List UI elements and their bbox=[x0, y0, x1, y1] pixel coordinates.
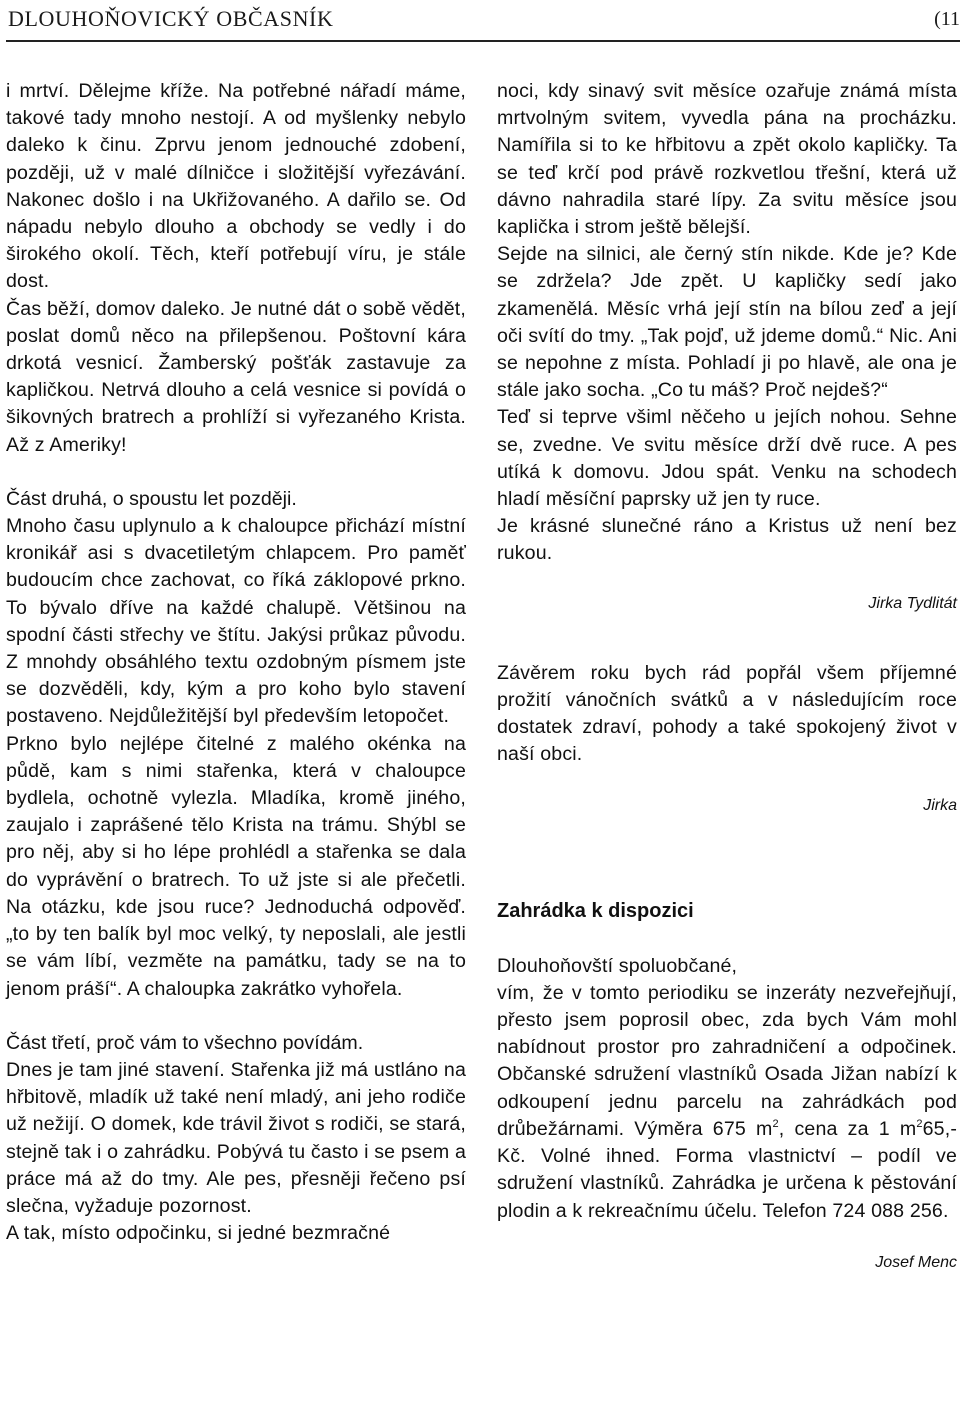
author-signature: Jirka Tydlitát bbox=[868, 594, 957, 612]
paragraph-spacer bbox=[497, 616, 957, 660]
author-signature: Josef Menc bbox=[875, 1253, 957, 1271]
superscript: 2 bbox=[772, 1117, 779, 1130]
header-divider bbox=[6, 40, 960, 42]
story-paragraph: A tak, místo odpočinku, si jedné bezmračné bbox=[6, 1222, 391, 1245]
superscript: 2 bbox=[916, 1117, 923, 1130]
section-heading-part3: Část třetí, proč vám to všechno povídám. bbox=[6, 1031, 364, 1054]
newsletter-title: DLOUHOŇOVICKÝ OBČASNÍK bbox=[8, 6, 334, 31]
author-signature: Jirka bbox=[923, 797, 957, 815]
left-column bbox=[6, 78, 466, 1247]
page-number: (11 bbox=[934, 8, 960, 30]
paragraph-spacer bbox=[497, 818, 957, 898]
story-paragraph: Dnes je tam jiné stavení. Stařenka již má ustláno na hřbitově, mladík už také není mladý, ani jeho rodiče už nežijí. O domek, kde trávil život s rodiči, se stará, stejně tak i o zahrádku. Pobývá tu často i se psem a práce má až do tmy. Ale pes, přesněji řečeno psí slečna, vyžaduje pozornost. bbox=[6, 1058, 466, 1217]
story-paragraph: Čas běží, domov daleko. Je nutné dát o sobě vědět, poslat domů něco na přilepšenou. Poštovní kára drkotá vesnicí. Žamberský pošťák zastavuje za kapličkou. Netrvá dlouho a celá vesnice si povídá o šikovných bratrech a prohlíží si vyřezaného Krista. Až z Ameriky! bbox=[6, 297, 466, 456]
story-paragraph: Sejde na silnici, ale černý stín nikde. Kde je? Kde se zdržela? Jde zpět. U kapličky sedí jako zkamenělá. Měsíc vrhá její stín na bílou zeď a její oči svítí do tmy. „Tak pojď, už jdeme domů.“ Nic. Ani se nepohne z místa. Pohladí ji po hlavě, ale ona je stále jako socha. „Co tu máš? Proč nejdeš?“ bbox=[497, 243, 957, 402]
ad-text: vím, že v tomto periodiku se inzeráty nezveřejňují, přesto jsem poprosil obec, zda bych Vám mohl nabídnout prostor pro zahradničení a odpočinek. Občanské sdružení vlastníků Osada Jižan nabízí k odkoupení jednu parcelu na zahrádkách pod drůbežárnami. Výměra 675 m bbox=[497, 981, 957, 1140]
story-paragraph: Je krásné slunečné ráno a Kristus už není bez rukou. bbox=[497, 515, 957, 565]
paragraph-spacer bbox=[497, 568, 957, 592]
right-column bbox=[497, 78, 957, 1275]
story-paragraph: i mrtví. Dělejme kříže. Na potřebné nářadí máme, takové tady mnoho nestojí. A od myšlenky nebylo daleko k činu. Zprvu jenom jednouché zdobení, později, už v malé dílničce i složitější vyřezávání. Nakonec došlo i na Ukřižovaného. A dařilo se. Od nápadu nebylo dlouho a obchody se vedly i do širokého okolí. Těch, kteří potřebují víru, je stále dost. bbox=[6, 80, 466, 293]
story-paragraph: Teď si teprve všiml něčeho u jejích nohou. Sehne se, zvedne. Ve svitu měsíce drží dvě ruce. A pes utíká k domovu. Jdou spát. Venku na schodech hladí měsíční paprsky už jen ty ruce. bbox=[497, 406, 957, 511]
ad-paragraph bbox=[497, 980, 957, 1225]
story-paragraph: Prkno bylo nejlépe čitelné z malého okénka na půdě, kam s nimi stařenka, která v chaloupce bydlela, ochotně vylezla. Mladíka, kromě jiného, zaujalo i zaprášené tělo Krista na trámu. Shýbl se pro něj, aby si ho lépe prohlédl a stařenka se dala do vyprávění o bratrech. To už jste si ale přečetli. Na otázku, kde jsou ruce? Jednoduchá odpověď. „to by ten balík byl moc velký, ty neposlali, ale jestli se vám líbí, vezměte na památku, tady se na to jenom práší“. A chaloupka zakrátko vyhořela. bbox=[6, 732, 466, 1000]
paragraph-spacer bbox=[497, 926, 957, 953]
newsletter-header bbox=[6, 0, 960, 44]
ad-heading: Zahrádka k dispozici bbox=[497, 900, 694, 923]
story-paragraph: noci, kdy sinavý svit měsíce ozařuje známá místa mrtvolným svitem, vyvedla pána na procházku. Namířila si to ke hřbitovu a zpět okolo kapličky. Ta se teď krčí pod právě rozkvetlou třešní, která už dávno nahradila staré lípy. Za svitu měsíce jsou kaplička i strom ještě bělejší. bbox=[497, 80, 957, 239]
story-paragraph: Mnoho času uplynulo a k chaloupce přichází místní kronikář asi s dvacetiletým chlapcem. Pro paměť budoucím chce zachovat, co říká záklopové prkno. To bývalo dříve na každé chalupě. Většinou na spodní části střechy ve štítu. Jakýsi průkaz původu. Z mnohdy obsáhlého textu ozdobným písmem jste se dozvěděli, kdy, kým a pro koho bylo stavení postaveno. Nejdůležitější byl především letopočet. bbox=[6, 515, 466, 728]
section-heading-part2: Část druhá, o spoustu let později. bbox=[6, 487, 297, 510]
ad-text: 65,- Kč. Volné ihned. Forma vlastnictví – podíl ve sdružení vlastníků. Zahrádka je určena k pěstování plodin a k rekreačnímu účelu. Telefon 724 088 256. bbox=[497, 1117, 957, 1222]
greeting-paragraph: Závěrem roku bych rád popřál všem příjemné prožití vánočních svátků a v následujícím roce dostatek zdraví, pohody a také spokojený život v naší obci. bbox=[497, 661, 957, 766]
paragraph-spacer bbox=[497, 1225, 957, 1251]
paragraph-spacer bbox=[6, 459, 466, 486]
paragraph-spacer bbox=[497, 768, 957, 794]
ad-text: , cena za 1 m bbox=[778, 1117, 917, 1140]
paragraph-spacer bbox=[6, 1003, 466, 1030]
ad-greeting: Dlouhoňovští spoluobčané, bbox=[497, 954, 738, 977]
